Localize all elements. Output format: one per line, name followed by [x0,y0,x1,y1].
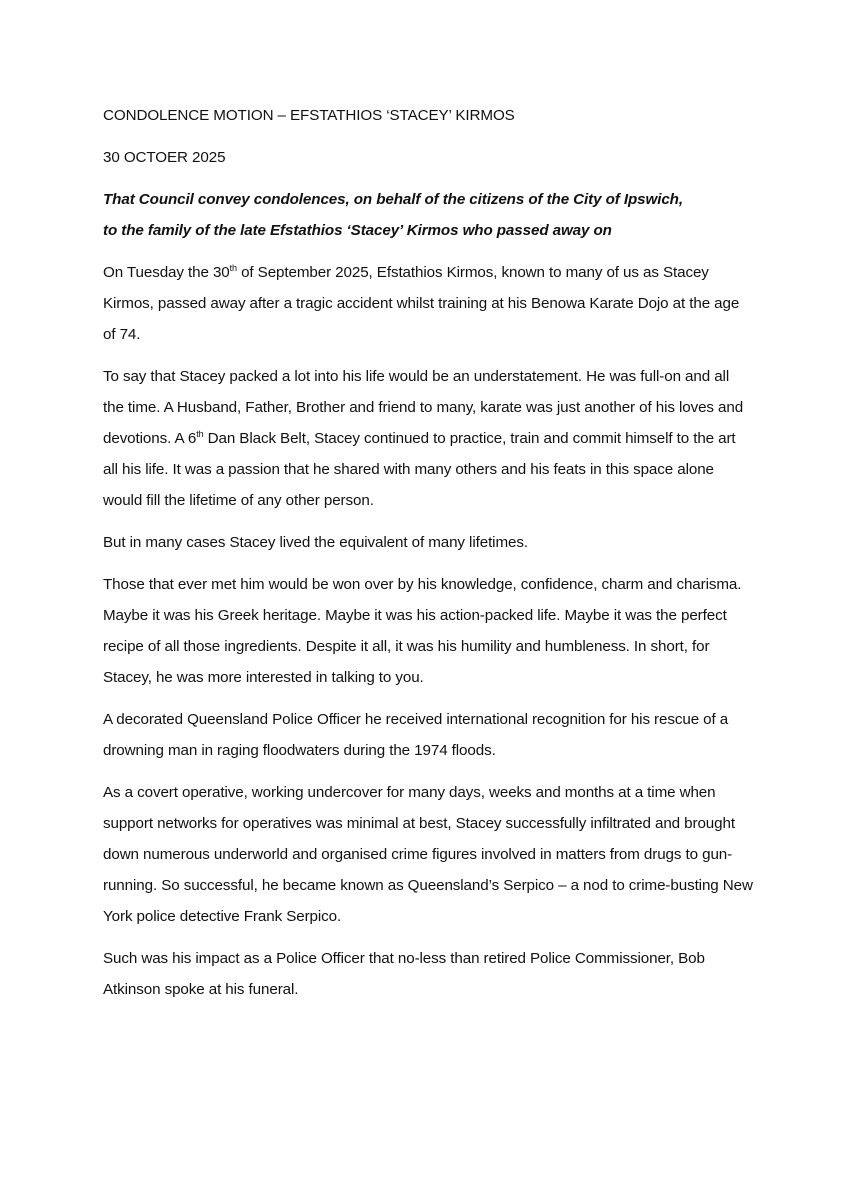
paragraph-funeral: Such was his impact as a Police Officer that no-less than retired Police Commissioner, Bob Atkinson spoke at his funeral. [103,950,705,998]
paragraph-character: Those that ever met him would be won over by his knowledge, confidence, charm and charisma. Maybe it was his Greek heritage. Maybe it was his action-packed life. Maybe it was the perfect recipe of all those ingredients. Despite it all, it was his humility and humbleness. In short, for Stacey, he was more interested in talking to you. [103,576,742,686]
document-heading: CONDOLENCE MOTION – EFSTATHIOS ‘STACEY’ KIRMOS [103,107,515,124]
paragraph-passing-start: On Tuesday the 30 [103,264,230,281]
paragraph-police-recognition: A decorated Queensland Police Officer he received international recognition for his rescue of a drowning man in raging floodwaters during the 1974 floods. [103,711,729,759]
paragraph-karate [103,361,753,516]
paragraph-karate-start: To say that Stacey packed a lot into his life would be an understatement. He was full-on and all the time. A Husband, Father, Brother and friend to many, karate was just another of his loves and devotions. A 6 [103,368,744,447]
document-body [103,100,753,1016]
paragraph-passing-rest: of September 2025, Efstathios Kirmos, known to many of us as Stacey Kirmos, passed away after a tragic accident whilst training at his Benowa Karate Dojo at the age of 74. [103,264,740,343]
motion-line-1: That Council convey condolences, on behalf of the citizens of the City of Ipswich, [103,191,683,208]
paragraph-karate-rest: Dan Black Belt, Stacey continued to practice, train and commit himself to the art all his life. It was a passion that he shared with many others and his feats in this space alone would fill the lifetime of any other person. [103,430,736,509]
ordinal-suffix: th [196,429,204,439]
ordinal-suffix: th [229,263,237,273]
paragraph-covert-operative: As a covert operative, working undercover for many days, weeks and months at a time when support networks for operatives was minimal at best, Stacey successfully infiltrated and brought down numerous underworld and organised crime figures involved in matters from drugs to gun-running. So successful, he became known as Queensland’s Serpico – a nod to crime-busting New York police detective Frank Serpico. [103,784,753,925]
paragraph-lifetimes: But in many cases Stacey lived the equivalent of many lifetimes. [103,534,528,551]
document-date: 30 OCTOER 2025 [103,149,226,166]
motion-text [103,184,753,246]
paragraph-passing [103,257,753,350]
motion-line-2: to the family of the late Efstathios ‘Stacey’ Kirmos who passed away on [103,222,612,239]
